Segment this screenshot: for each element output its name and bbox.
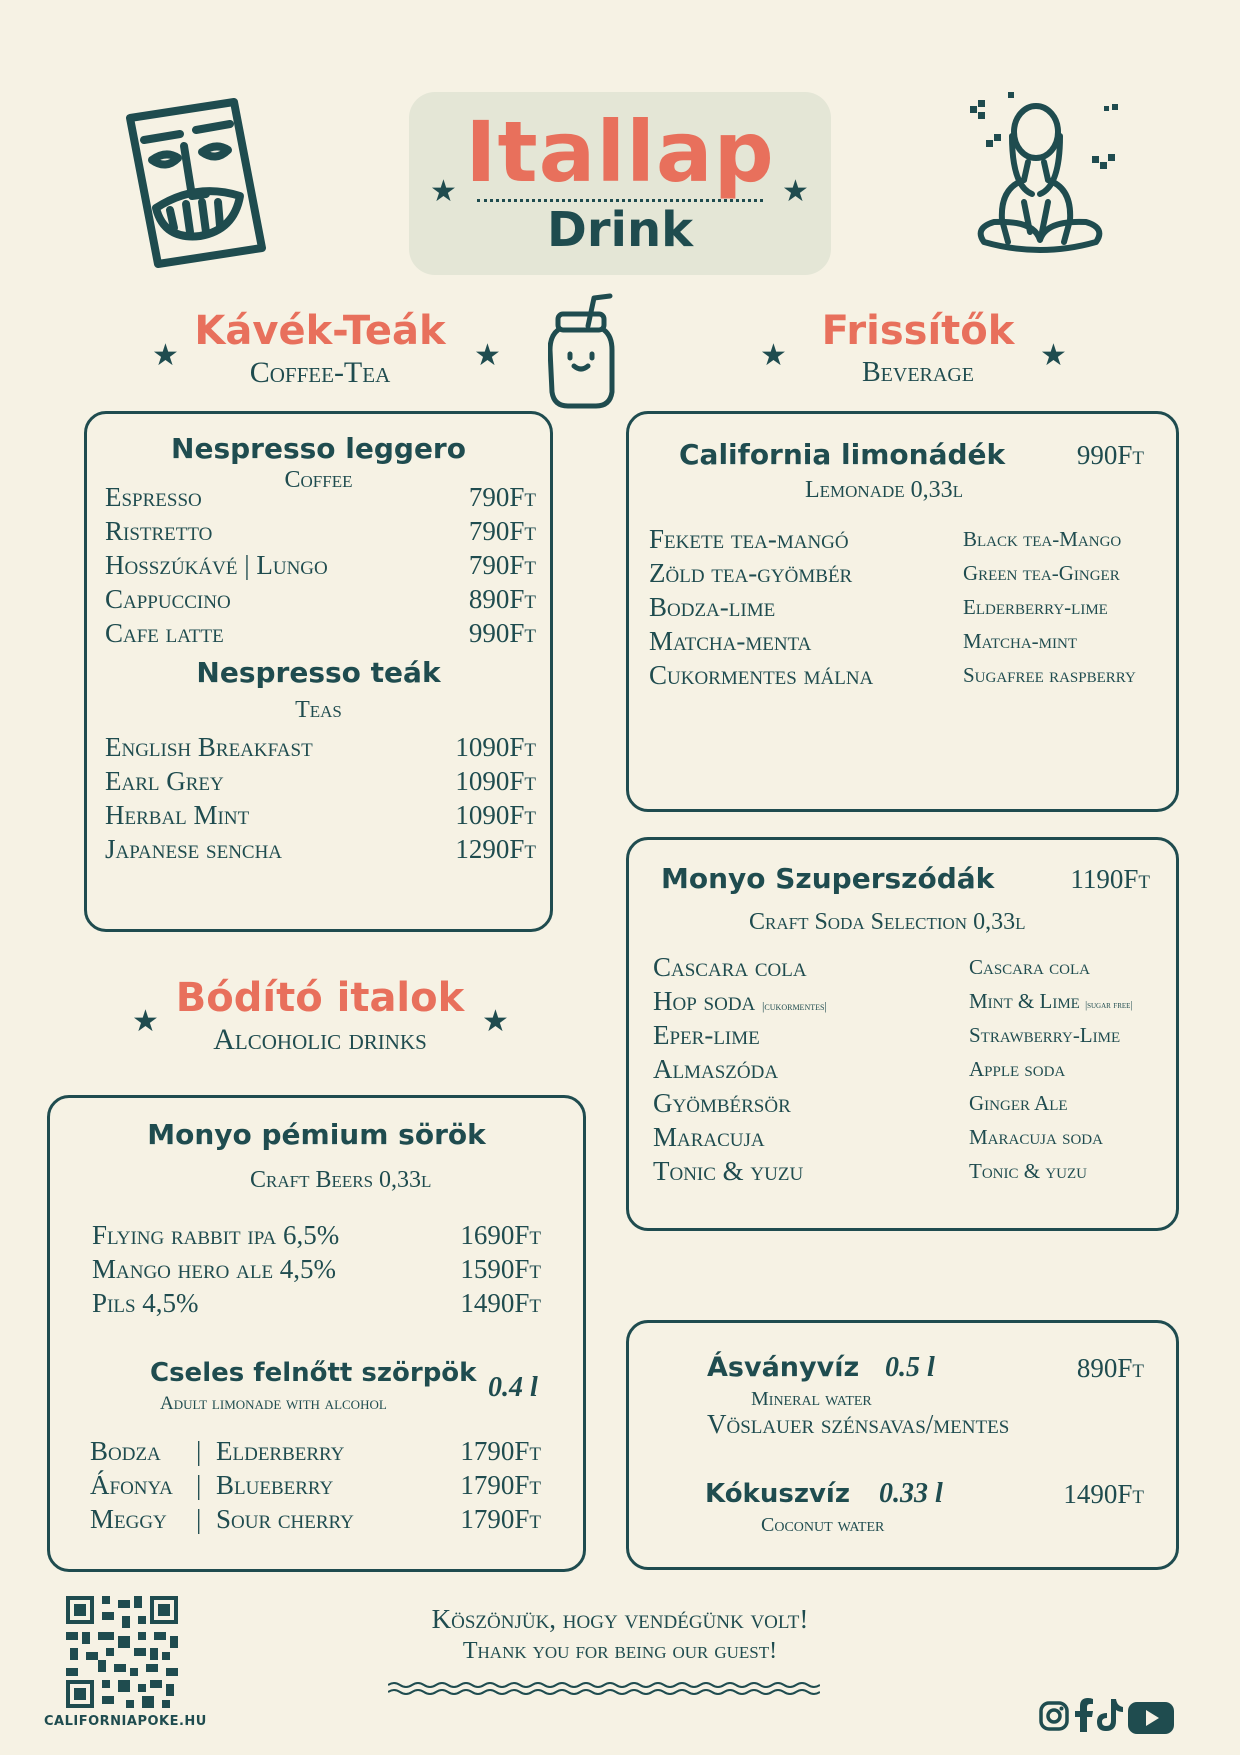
lemonade-item-en: Black tea-Mango (963, 527, 1122, 551)
syrup-subtitle: Adult limonade with alcohol (160, 1393, 387, 1414)
qr-code-icon (66, 1596, 178, 1708)
soda-price: 1190Ft (1070, 864, 1150, 894)
coconut-volume: 0.33 l (879, 1478, 943, 1509)
soda-item-hu: Hop soda |cukormentes| (653, 986, 827, 1016)
jar-drink-icon (548, 292, 620, 412)
beer-item-price: 1690Ft (460, 1220, 541, 1250)
lemonade-item-en: Matcha-mint (963, 629, 1077, 653)
page-subtitle: Drink (546, 202, 694, 258)
lemonade-item-hu: Bodza-lime (649, 592, 776, 622)
soda-item-en: Strawberry-Lime (969, 1023, 1121, 1047)
beer-item-name: Pils 4,5% (92, 1288, 199, 1318)
tea-group-title: Nespresso teák (196, 656, 441, 689)
star-icon: ★ (430, 174, 457, 209)
syrup-item-en: Blueberry (216, 1470, 334, 1500)
tea-item-name: Earl Grey (105, 766, 224, 796)
soda-item-en: Cascara cola (969, 955, 1090, 979)
section-title-beverage: Frissítők (821, 308, 1015, 354)
coffee-item-price: 790Ft (468, 550, 536, 580)
lemonade-box (626, 411, 1179, 812)
beer-subtitle: Craft Beers 0,33l (250, 1167, 432, 1193)
page-title: Itallap (465, 103, 775, 201)
syrup-item-hu: Meggy (90, 1504, 167, 1534)
star-icon: ★ (760, 338, 787, 373)
soda-item-en: Tonic & yuzu (969, 1159, 1087, 1183)
star-icon: ★ (132, 1004, 159, 1039)
star-icon: ★ (482, 1004, 509, 1039)
section-subtitle-alcohol: Alcoholic drinks (213, 1023, 427, 1056)
syrup-item-price: 1790Ft (460, 1504, 541, 1534)
coffee-item-name: Ristretto (105, 516, 213, 546)
soda-item-note: |sugar free| (1085, 1000, 1133, 1011)
mineral-subtitle: Mineral water (751, 1388, 872, 1410)
coffee-item-name: Cappuccino (105, 584, 231, 614)
instagram-icon[interactable] (1038, 1700, 1070, 1732)
lemonade-price: 990Ft (1076, 440, 1144, 470)
mineral-title: Ásványvíz (707, 1352, 860, 1383)
title-card (409, 92, 831, 275)
star-icon: ★ (1040, 338, 1067, 373)
footer-thanks-en: Thank you for being our guest! (462, 1638, 778, 1664)
tea-item-price: 1090Ft (455, 732, 536, 762)
coffee-item-name: Espresso (105, 482, 202, 512)
star-icon: ★ (474, 338, 501, 373)
lemonade-subtitle: Lemonade 0,33l (805, 477, 964, 503)
beer-item-price: 1590Ft (460, 1254, 541, 1284)
coffee-group-title: Nespresso leggero (171, 432, 466, 465)
lemonade-item-hu: Zöld tea-gyömbér (649, 558, 853, 588)
coffee-item-name: Hosszúkávé | Lungo (105, 550, 328, 580)
syrup-divider: | (196, 1504, 202, 1534)
section-title-coffee: Kávék-Teák (194, 308, 446, 354)
syrup-item-en: Elderberry (216, 1436, 345, 1466)
soda-item-hu: Tonic & yuzu (653, 1156, 804, 1186)
soda-item-en: Mint & Lime |sugar free| (969, 989, 1133, 1013)
syrup-item-en: Sour cherry (216, 1504, 354, 1534)
soda-item-note: |cukormentes| (762, 999, 827, 1013)
lemonade-item-en: Green tea-Ginger (963, 561, 1120, 585)
syrup-item-price: 1790Ft (460, 1470, 541, 1500)
coconut-subtitle: Coconut water (761, 1514, 885, 1536)
beer-title: Monyo pémium sörök (147, 1118, 486, 1151)
tiki-mask-icon (122, 98, 272, 268)
lemonade-item-hu: Fekete tea-mangó (649, 524, 849, 554)
lemonade-item-hu: Cukormentes málna (649, 660, 874, 690)
soda-item-hu: Cascara cola (653, 952, 807, 982)
tea-group-subtitle: Teas (295, 697, 342, 723)
soda-box (626, 837, 1179, 1231)
tiktok-icon[interactable] (1096, 1698, 1124, 1732)
beer-item-name: Mango hero ale 4,5% (92, 1254, 337, 1284)
tea-item-name: English Breakfast (105, 732, 313, 762)
coffee-item-price: 890Ft (468, 584, 536, 614)
section-subtitle-coffee: Coffee-Tea (249, 356, 391, 389)
soda-item-hu: Eper-lime (653, 1020, 760, 1050)
coconut-title: Kókuszvíz (705, 1479, 850, 1509)
beer-item-price: 1490Ft (460, 1288, 541, 1318)
footer-thanks-hu: Köszönjük, hogy vendégünk volt! (431, 1604, 809, 1634)
coffee-item-name: Cafe latte (105, 618, 224, 648)
lemonade-item-en: Sugafree raspberry (963, 663, 1136, 687)
syrup-divider: | (196, 1470, 202, 1500)
lemonade-item-hu: Matcha-menta (649, 626, 812, 656)
syrup-item-price: 1790Ft (460, 1436, 541, 1466)
soda-item-hu: Maracuja (653, 1122, 765, 1152)
yoga-woman-icon (964, 92, 1124, 272)
soda-item-hu: Almaszóda (653, 1054, 779, 1084)
syrup-item-hu: Áfonya (90, 1470, 173, 1500)
star-icon: ★ (782, 174, 809, 209)
coffee-group-subtitle: Coffee (284, 467, 353, 493)
water-box (626, 1320, 1179, 1570)
facebook-icon[interactable] (1074, 1698, 1094, 1732)
mineral-volume: 0.5 l (885, 1352, 935, 1383)
coffee-item-price: 990Ft (468, 618, 536, 648)
tea-item-price: 1090Ft (455, 766, 536, 796)
section-title-alcohol: Bódító italok (175, 975, 465, 1021)
soda-subtitle: Craft Soda Selection 0,33l (749, 909, 1026, 935)
syrup-item-hu: Bodza (90, 1436, 161, 1466)
tea-item-price: 1290Ft (455, 834, 536, 864)
tea-item-name: Herbal Mint (105, 800, 250, 830)
soda-item-en: Apple soda (969, 1057, 1066, 1081)
syrup-title: Cseles felnőtt szörpök (150, 1358, 477, 1388)
mineral-price: 890Ft (1076, 1353, 1144, 1383)
tea-item-price: 1090Ft (455, 800, 536, 830)
coffee-item-price: 790Ft (468, 516, 536, 546)
mineral-brand: Vöslauer szénsavas/mentes (707, 1409, 1010, 1439)
syrup-divider: | (196, 1436, 202, 1466)
soda-title: Monyo Szuperszódák (661, 862, 995, 895)
tea-item-name: Japanese sencha (105, 834, 283, 864)
section-subtitle-beverage: Beverage (862, 357, 974, 388)
wave-divider (388, 1680, 820, 1698)
lemonade-item-en: Elderberry-lime (963, 595, 1108, 619)
coffee-tea-box (84, 411, 553, 932)
soda-item-en: Ginger Ale (969, 1091, 1068, 1115)
lemonade-title: California limonádék (679, 438, 1006, 471)
star-icon: ★ (152, 338, 179, 373)
coffee-item-price: 790Ft (468, 482, 536, 512)
beer-box (47, 1095, 586, 1572)
coconut-price: 1490Ft (1063, 1479, 1144, 1509)
youtube-icon[interactable] (1128, 1702, 1174, 1734)
soda-item-en: Maracuja soda (969, 1125, 1103, 1149)
beer-item-name: Flying rabbit ipa 6,5% (92, 1220, 340, 1250)
website-link[interactable]: CALIFORNIAPOKE.HU (44, 1714, 207, 1729)
syrup-volume: 0.4 l (488, 1372, 538, 1403)
soda-item-hu: Gyömbérsör (653, 1088, 791, 1118)
